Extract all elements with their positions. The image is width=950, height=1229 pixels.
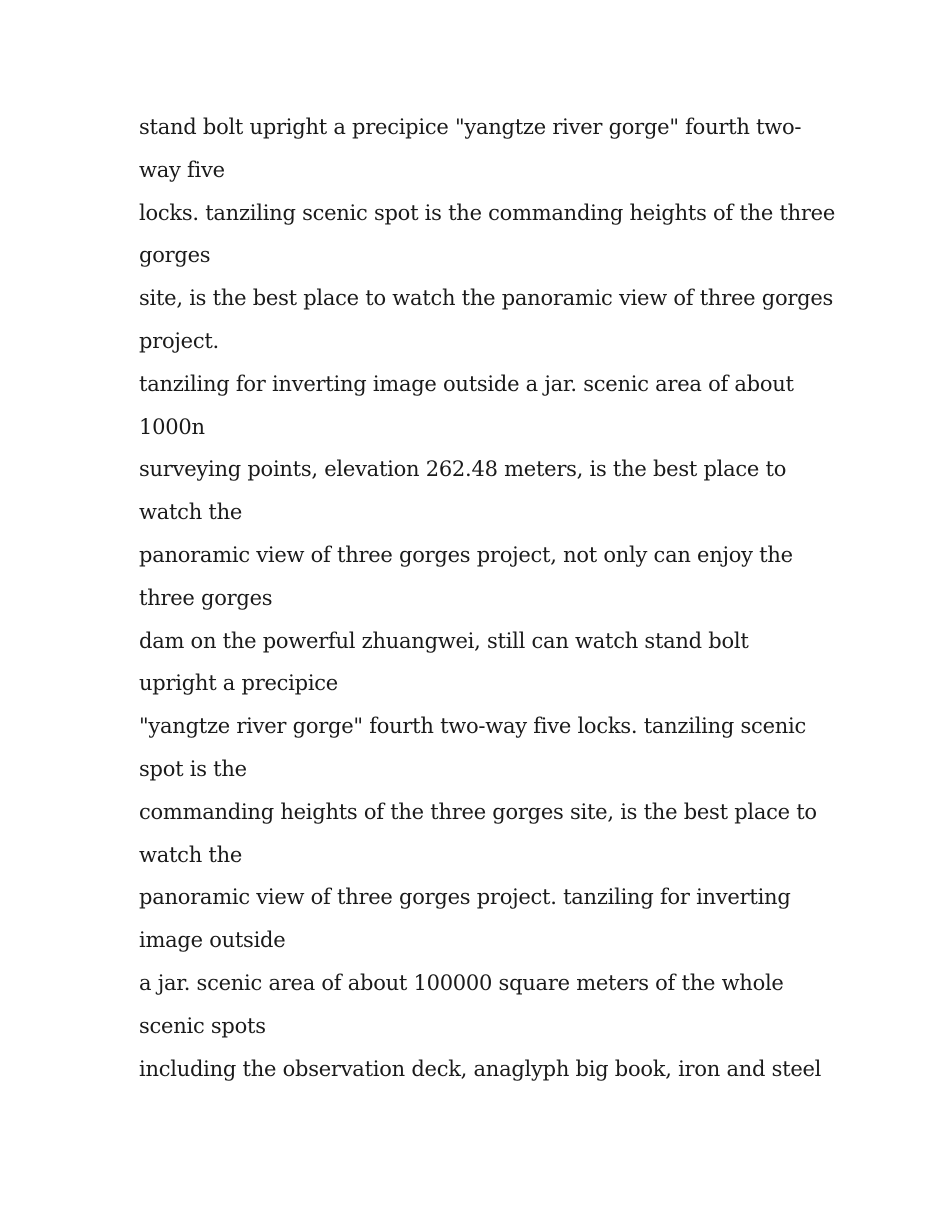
text-line: dam on the powerful zhuangwei, still can watch stand bolt — [139, 628, 749, 653]
text-line: 1000n — [139, 414, 205, 439]
text-line: stand bolt upright a precipice "yangtze river gorge" fourth two- — [139, 115, 802, 139]
text-line: panoramic view of three gorges project, not only can enjoy the — [139, 542, 793, 567]
text-line: site, is the best place to watch the panoramic view of three gorges — [139, 286, 834, 311]
text-line: scenic spots — [139, 1013, 266, 1038]
text-line: panoramic view of three gorges project. tanziling for inverting — [139, 885, 791, 910]
text-line: image outside — [139, 928, 286, 953]
text-line: a jar. scenic area of about 100000 square meters of the whole — [139, 970, 784, 995]
text-line: surveying points, elevation 262.48 meters, is the best place to — [139, 457, 787, 482]
text-line: including the observation deck, anaglyph big book, iron and steel — [139, 1056, 822, 1081]
text-line: spot is the — [139, 756, 247, 781]
text-line: watch the — [139, 500, 243, 525]
text-line: watch the — [139, 842, 243, 867]
text-line: upright a precipice — [139, 671, 338, 696]
text-line: tanziling for inverting image outside a jar. scenic area of about — [139, 371, 794, 396]
text-line: project. — [139, 328, 219, 353]
text-line: three gorges — [139, 585, 273, 610]
body-text — [139, 106, 836, 1090]
text-line: locks. tanziling scenic spot is the commanding heights of the three — [139, 200, 836, 225]
text-line: way five — [139, 157, 225, 182]
text-line: "yangtze river gorge" fourth two-way five locks. tanziling scenic — [139, 714, 806, 739]
text-line: commanding heights of the three gorges site, is the best place to — [139, 799, 817, 824]
text-line: gorges — [139, 243, 211, 268]
